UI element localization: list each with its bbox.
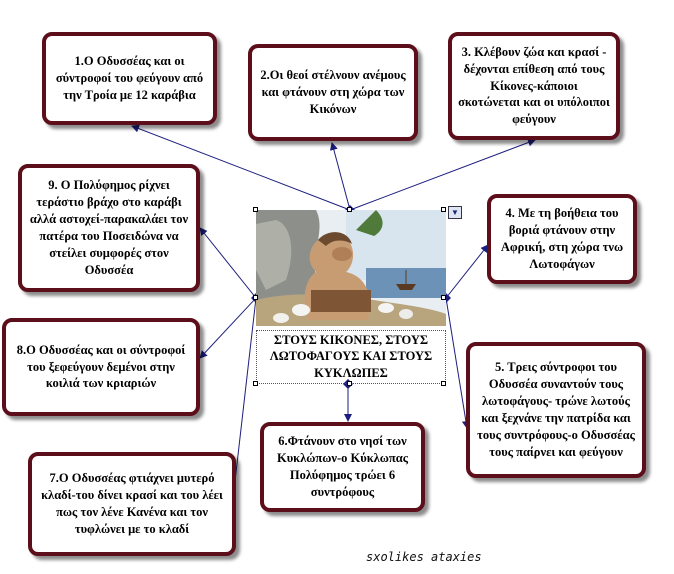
link-4 bbox=[446, 245, 488, 298]
chevron-down-icon[interactable]: ▼ bbox=[448, 206, 462, 219]
step-text: 7.Ο Οδυσσέας φτιάχνει μυτερό κλαδί-του δίνει κρασί και του λέει πως τον λένε Κανένα και τον τυφλώνει με το κλαδί bbox=[41, 471, 223, 536]
step-text: 8.Ο Οδυσσέας και οι σύντροφοί του ξεφεύγουν δεμένοι στην κοιλιά των κριαριών bbox=[16, 342, 186, 391]
link-9 bbox=[200, 228, 256, 298]
step-text: 4. Με τη βοήθεια του βοριά φτάνουν στην Αφρική, στη χώρα τνω Λωτοφάγων bbox=[500, 206, 624, 271]
link-5 bbox=[446, 298, 467, 428]
resize-handle[interactable] bbox=[441, 295, 446, 300]
resize-handle[interactable] bbox=[253, 207, 258, 212]
step-text: 2.Οι θεοί στέλνουν ανέμους και φτάνουν στη χώρα των Κικόνων bbox=[260, 68, 406, 116]
step-box-2[interactable] bbox=[248, 44, 418, 141]
step-text: 3. Κλέβουν ζώα και κρασί - δέχονται επίθεση από τους Κίκονες-κάποιοι σκοτώνεται και οι υπόλοιποι φεύγουν bbox=[458, 44, 610, 127]
resize-handle[interactable] bbox=[253, 295, 258, 300]
step-text: 5. Τρεις σύντροφοι του Οδυσσέα συναντούν τους λωτοφάγους- τρώνε λωτούς και ξεχνάνε την πατρίδα και τους συντρόφους-ο Οδυσσέας τους παίρνει και φεύγουν bbox=[477, 360, 635, 459]
step-box-3[interactable] bbox=[448, 32, 620, 140]
resize-handle[interactable] bbox=[253, 381, 258, 386]
step-box-4[interactable] bbox=[487, 194, 637, 284]
step-box-1[interactable] bbox=[42, 32, 217, 125]
center-illustration[interactable] bbox=[256, 210, 446, 326]
step-box-7[interactable] bbox=[28, 452, 236, 556]
step-text: 9. Ο Πολύφημος ρίχνει τεράστιο βράχο στο καράβι αλλά αστοχεί-παρακαλάει τον πατέρα του Ποσειδώνα να στείλει συμφορές στον Οδυσσέα bbox=[29, 178, 189, 277]
cyclops-illustration bbox=[256, 210, 446, 326]
link-8 bbox=[200, 298, 256, 358]
link-2 bbox=[332, 143, 350, 210]
center-caption[interactable]: ΣΤΟΥΣ ΚΙΚΟΝΕΣ, ΣΤΟΥΣ ΛΩΤΟΦΑΓΟΥΣ ΚΑΙ ΣΤΟΥΣ ΚΥΚΛΩΠΕΣ bbox=[256, 330, 446, 384]
step-box-5[interactable] bbox=[466, 342, 646, 478]
signature-text: sxolikes ataxies bbox=[366, 550, 482, 564]
resize-handle[interactable] bbox=[347, 207, 352, 212]
resize-handle[interactable] bbox=[441, 207, 446, 212]
step-text: 1.Ο Οδυσσέας και οι σύντροφοί του φεύγουν από την Τροία με 12 καράβια bbox=[55, 54, 204, 102]
resize-handle[interactable] bbox=[347, 381, 352, 386]
step-box-8[interactable] bbox=[2, 318, 200, 416]
step-text: 6.Φτάνουν στο νησί των Κυκλώπων-ο Κύκλωπας Πολύφημος τρώει 6 συντρόφους bbox=[276, 434, 409, 499]
step-box-6[interactable] bbox=[260, 422, 425, 512]
resize-handle[interactable] bbox=[441, 381, 446, 386]
step-box-9[interactable] bbox=[18, 164, 200, 292]
